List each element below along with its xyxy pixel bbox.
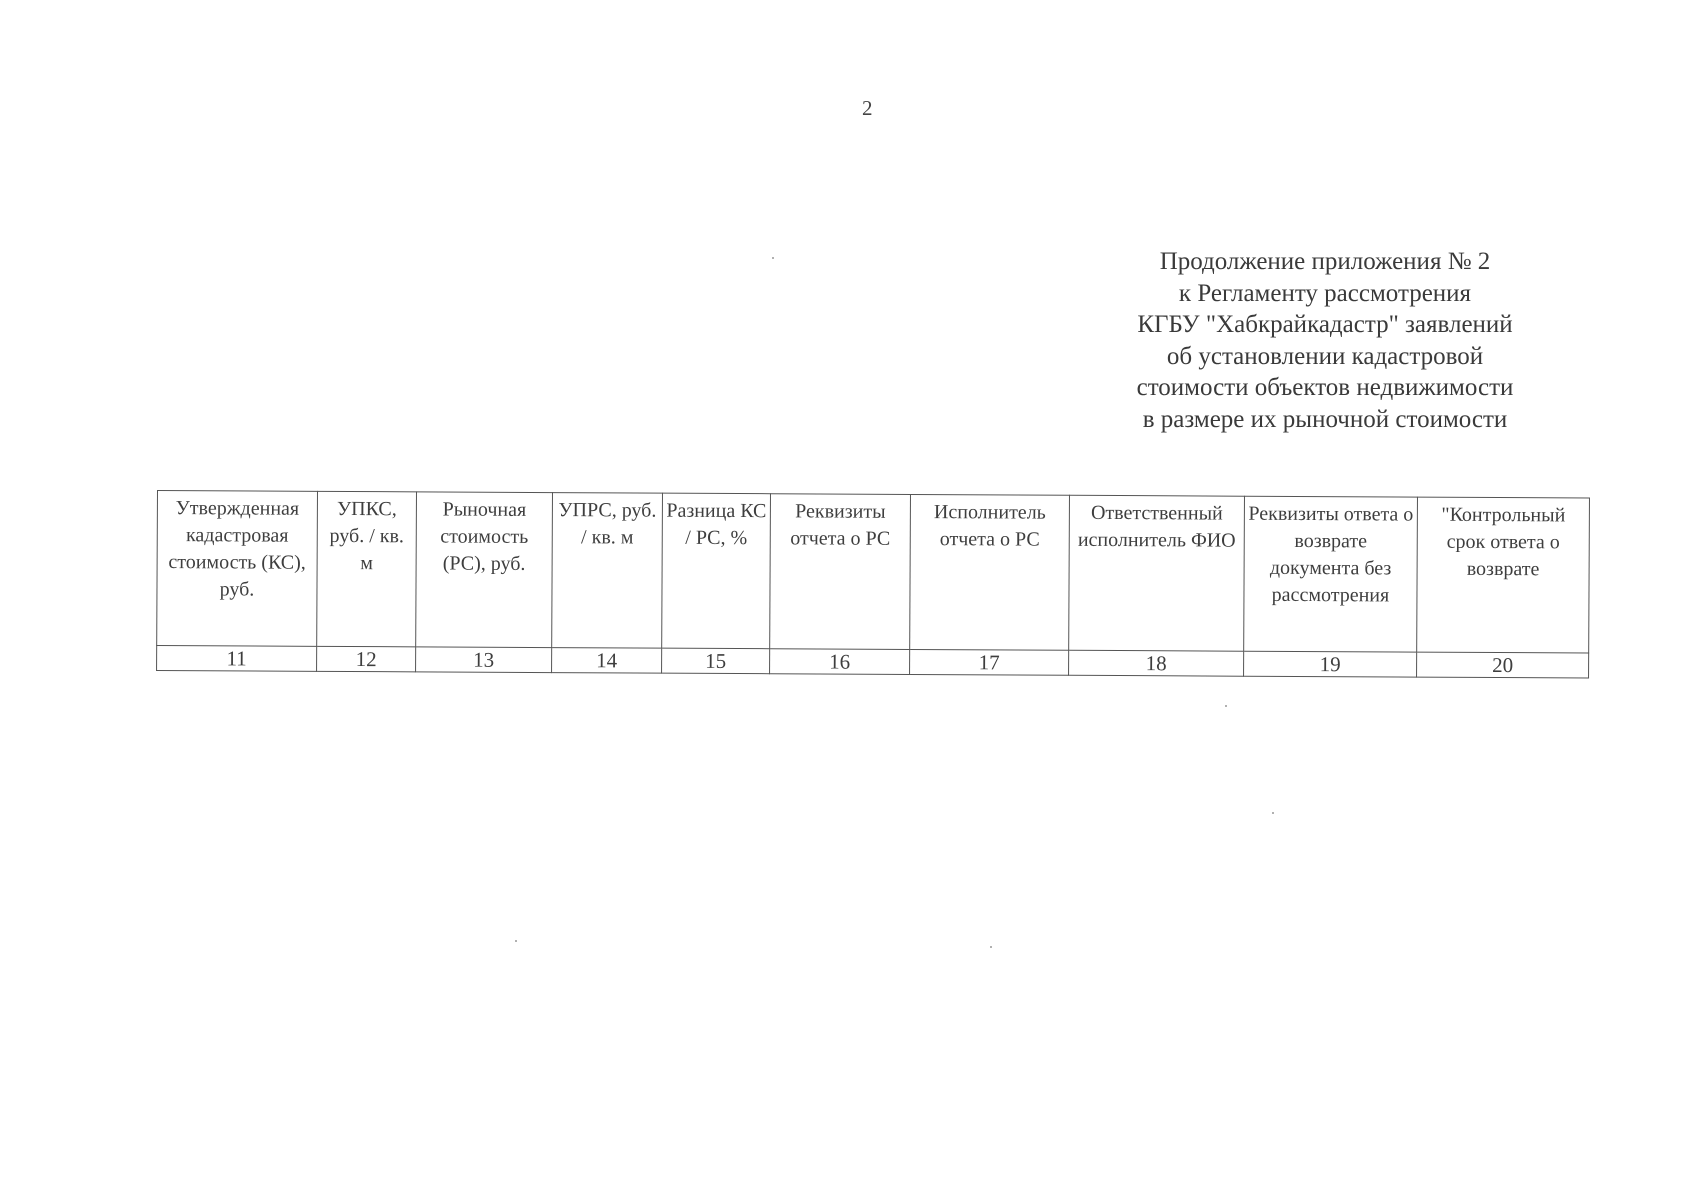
column-header-difference: Разница КС / РС, % [662, 493, 771, 649]
scan-speck [772, 257, 774, 259]
column-number: 19 [1244, 651, 1417, 677]
column-number: 20 [1417, 652, 1589, 678]
column-header-kadastr-value: Утвержденная кадастровая стоимость (КС), руб. [157, 491, 318, 647]
annex-heading-line: КГБУ "Хабкрайкадастр" заявлений [1137, 311, 1513, 338]
page-number: 2 [862, 96, 873, 120]
annex-heading-line: в размере их рыночной стоимости [1142, 405, 1508, 433]
annex-heading-line: об установлении кадастровой [1166, 342, 1484, 370]
annex-heading-line: Продолжение приложения № 2 [1159, 248, 1491, 275]
table-header-row [157, 491, 1590, 653]
column-number: 14 [552, 648, 662, 674]
annex-heading-line: стоимости объектов недвижимости [1136, 374, 1514, 401]
annex-heading [1090, 246, 1560, 435]
column-header-upks: УПКС, руб. / кв. м [317, 491, 417, 647]
column-header-report-details: Реквизиты отчета о РС [770, 494, 911, 650]
column-number: 17 [910, 649, 1069, 675]
column-number: 13 [416, 647, 552, 673]
column-number: 18 [1069, 650, 1244, 676]
column-number: 12 [317, 646, 416, 672]
data-table [156, 490, 1590, 679]
scan-speck [1225, 705, 1227, 707]
column-header-report-executor: Исполнитель отчета о РС [910, 494, 1070, 650]
scan-speck [515, 940, 517, 942]
column-header-responsible-executor: Ответственный исполнитель ФИО [1069, 495, 1245, 651]
scan-speck [990, 946, 992, 948]
column-number: 15 [662, 648, 770, 674]
column-number: 11 [157, 646, 317, 672]
column-header-return-response-details: Реквизиты ответа о возврате документа без рассмотрения [1244, 496, 1418, 652]
annex-heading-line: к Регламенту рассмотрения [1178, 279, 1472, 307]
scan-speck [1272, 812, 1274, 814]
column-header-uprs: УПРС, руб. / кв. м [552, 493, 663, 649]
column-header-market-value: Рыночная стоимость (РС), руб. [416, 492, 553, 648]
column-number: 16 [770, 649, 910, 675]
column-header-control-deadline: "Контрольный срок ответа о возврате [1417, 497, 1590, 653]
